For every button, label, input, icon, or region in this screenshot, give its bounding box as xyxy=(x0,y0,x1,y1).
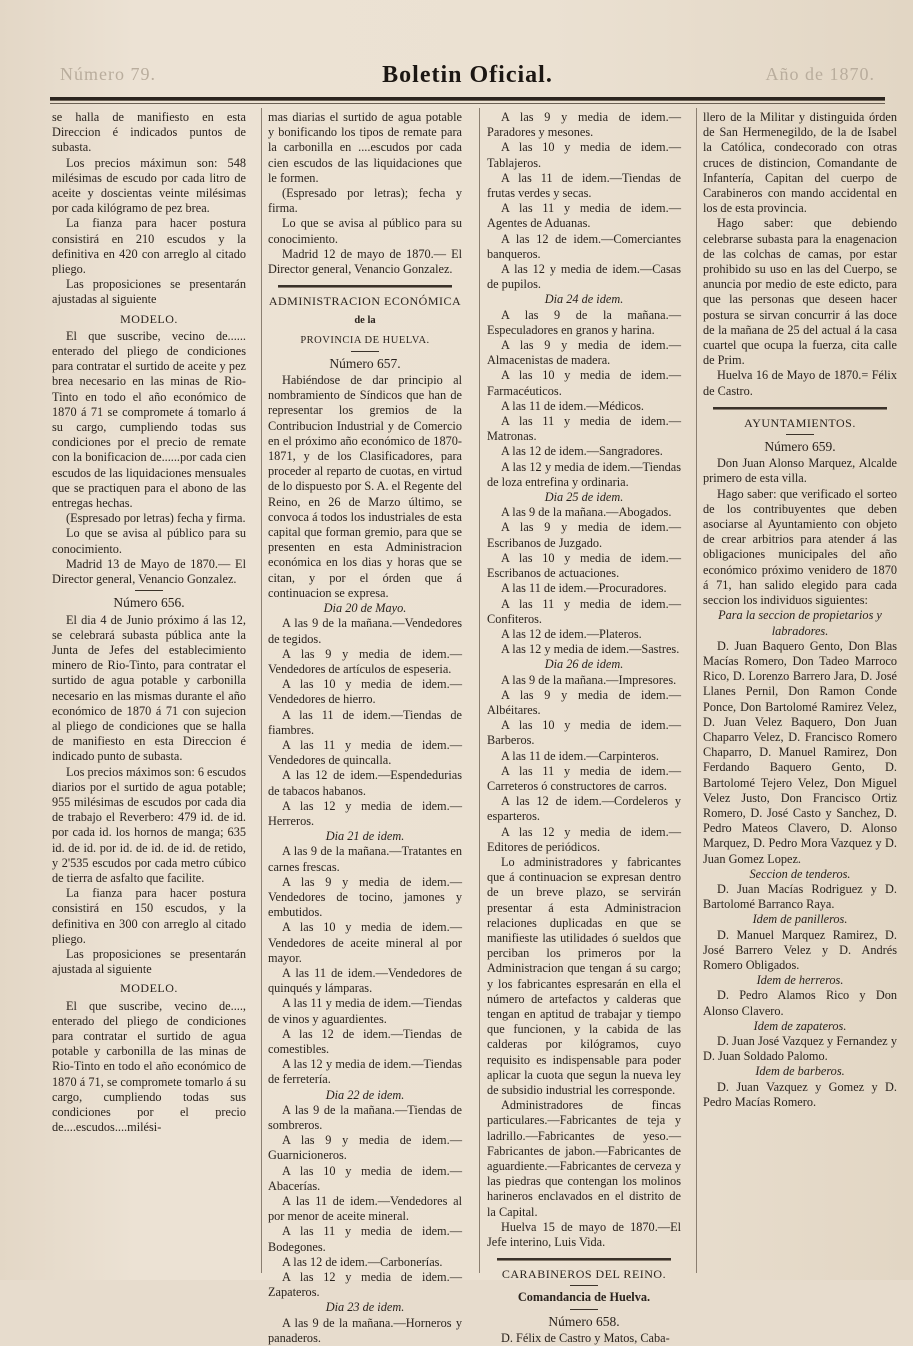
schedule-item: A las 10 y media de idem.—Barberos. xyxy=(487,718,681,748)
paragraph: Hago saber: que verificado el sorteo de los contribuyentes que deben asociarse al Ayuntamiento con objeto de crear arbitrios para atender á las obligaciones municipales del año económico próximo venidero de 1870 á 71, han salido elegido para cada seccion los individuos siguientes: xyxy=(703,486,897,608)
subsection-heading: Seccion de tenderos. xyxy=(749,866,851,881)
paragraph: Habiéndose de dar principio al nombramiento de Síndicos que han de representar los gremios de la Contribucion Industrial y de Comercio en el próximo año económico de 1870-1871, y de los Clasificadores, para proceder al reparto de cuotas, en virtud de lo dispuesto por S. A. el Regente del Reino, en 26 de Marzo último, se convoca á todos los industriales de esta capital que forman gremio, para que se presenten en esta Administracion económica en los dias y horas que se citan, y por el órden que á continuacion se expresa. xyxy=(268,373,462,600)
paragraph: Don Juan Alonso Marquez, Alcalde primero de esta villa. xyxy=(703,456,897,486)
date-heading: Dia 22 de idem. xyxy=(325,1087,405,1102)
schedule-item: A las 9 de la mañana.—Especuladores en granos y harina. xyxy=(487,307,681,337)
column-divider xyxy=(479,108,480,1273)
paragraph: Las proposiciones se presentarán ajustada al siguiente xyxy=(52,946,246,977)
schedule-item: A las 9 y media de idem.—Vendedores de tocino, jamones y embutidos. xyxy=(268,874,462,920)
schedule-item: A las 9 de la mañana.—Vendedores de tegidos. xyxy=(268,616,462,646)
notice-number: Número 658. xyxy=(548,1313,620,1329)
schedule-item: A las 12 de idem.—Cordeleros y esparteros. xyxy=(487,794,681,824)
schedule-item: A las 9 y media de idem.—Escribanos de Juzgado. xyxy=(487,520,681,550)
date-heading: Dia 24 de idem. xyxy=(544,292,624,307)
paragraph: El dia 4 de Junio próximo á las 12, se celebrará subasta pública ante la Junta de Jefes del establecimiento minero de Rio-Tinto, para contratar el surtido de agua potable y carbonilla necesario en las mismas durante el año económico de 1870 á 71 con sujecion al pliego de condiciones que se halla de manifiesto en esta Direccion é indicado punto de subasta. xyxy=(52,612,246,764)
paragraph: Hago saber: que debiendo celebrarse subasta para la enagenacion de las colchas de camas, por estar prohibido su uso en las del Cuerpo, se anuncia por medio de este edicto, para que las personas que deseen hacer postura se sirvan concurrir á las doce de la mañana de 25 del actual á la casa cuartel que ocupa la fuerza, cita calle de Prim. xyxy=(703,216,897,368)
schedule-item: A las 12 y media de idem.—Casas de pupilos. xyxy=(487,262,681,292)
paragraph: (Espresado por letras) fecha y firma. xyxy=(66,511,246,526)
paragraph: Los precios máximun son: 548 milésimas de escudo por cada litro de aceite y doscientas veinte milésimas por cada kilógramo de pez brea. xyxy=(52,155,246,216)
schedule-item: A las 11 y media de idem.—Confiteros. xyxy=(487,596,681,626)
schedule-item: A las 12 y media de idem.—Zapateros. xyxy=(268,1270,462,1300)
schedule-item: A las 11 de idem.—Tiendas de frutas verdes y secas. xyxy=(487,170,681,201)
page-header xyxy=(50,60,885,96)
paragraph: D. Juan Baquero Gento, Don Blas Macías Romero, Don Tadeo Marroco Rico, D. Lorenzo Barrero Jara, D. José Llanes Pernil, Don Ramon Conde Ponce, Don Bartolomé Ramirez Velez, D. Juan Velez Baquero, Don Juan Chaparro Velez, D. Francisco Romero Chaparro, D. Manuel Ramirez, Don Ferdando Baquero Gento, D. Bartolomé Tejero Velez, Don Miguel Velez Justo, Don Francisco Ortiz Romero, D. José Casto y Sanchez, D. Pedro Mateos Clavero, D. Alonso Marquez, D. Pedro Mora Vazquez y D. Juan Gomez Lopez. xyxy=(703,638,897,866)
paragraph: La fianza para hacer postura consistirá en 150 escudos, y la definitiva en 300 con arreglo al citado pliego. xyxy=(52,886,246,946)
subsection-heading: Idem de zapateros. xyxy=(753,1018,847,1033)
column-divider xyxy=(261,108,262,1273)
paragraph: D. Manuel Marquez Ramirez, D. José Barrero Velez y D. Andrés Romero Obligados. xyxy=(703,927,897,972)
schedule-item: A las 9 de la mañana.—Abogados. xyxy=(501,505,672,520)
subsection-heading: Para la seccion de propietarios y labradores. xyxy=(718,608,882,638)
header-rule xyxy=(50,97,885,101)
schedule-item: A las 10 y media de idem.—Abacerías. xyxy=(268,1163,462,1193)
paragraph: llero de la Militar y distinguida órden de San Hermenegildo, de la de Isabel la Católica, condecorado con otras cruces de distincion, Comandante de Infantería, Capitan del cuerpo de Carabineros con mando accidental en los de esta provincia. xyxy=(703,110,897,216)
column-1 xyxy=(52,110,246,1135)
schedule-item: A las 11 de idem.—Tiendas de fiambres. xyxy=(268,707,462,737)
schedule-item: A las 12 y media de idem.—Tiendas de ferretería. xyxy=(268,1057,462,1087)
schedule-item: A las 10 y media de idem.—Farmacéuticos. xyxy=(487,368,681,398)
model-heading: MODELO. xyxy=(120,981,178,996)
paragraph: Lo administradores y fabricantes que á continuacion se expresan dentro de un breve plazo, se servirán presentar á esta Administracion relaciones duplicadas en que se manifieste las utilidades ó sueldos que perciban los primeros por la Administracion que tengan á su cargo; y los fabricantes espresarán en ella el número de artefactos y calderas que tengan en aptitud de trabajar y tiempo que funcionen, y la cabida de las calderas por kilógramos, cuyo requisito es indispensable para poder aplicar la cuota que segun la nueva ley de subsidio industrial les corresponde. xyxy=(487,854,681,1097)
schedule-item: A las 11 y media de idem.—Agentes de Aduanas. xyxy=(487,201,681,231)
paragraph: D. Félix de Castro y Matos, Caba- xyxy=(501,1330,670,1345)
paragraph: El que suscribe, vecino de...... enterado del pliego de condiciones para contratar el surtido de aceite y pez brea necesario en las minas de Rio-Tinto en todo el año económico de 1870 á 71 se compromete á tomarlo á su cargo, cumpliendo todas sus condiciones por el precio de remate con la bonificacion de......por cada cien escudos de las liquidaciones mensuales que se practiquen para el abono de las entregas hechas. xyxy=(52,328,246,511)
schedule-item: A las 9 de la mañana.—Impresores. xyxy=(501,672,677,687)
schedule-item: A las 12 y media de idem.—Sastres. xyxy=(501,642,680,657)
section-subheading: Comandancia de Huelva. xyxy=(517,1290,651,1305)
schedule-item: A las 9 de la mañana.—Horneros y panaderos. xyxy=(268,1315,462,1345)
schedule-item: A las 11 de idem.—Vendedores al por menor de aceite mineral. xyxy=(268,1194,462,1224)
paragraph: mas diarias el surtido de agua potable y bonificando los tipos de remate para la carbonilla en ....escudos por cada cien escudos de las liquidaciones que le formen. xyxy=(268,110,462,185)
masthead-title: Boletin Oficial. xyxy=(382,62,553,88)
paragraph: D. Pedro Alamos Rico y Don Alonso Clavero. xyxy=(703,988,897,1018)
column-3 xyxy=(487,110,681,1346)
column-2 xyxy=(268,110,462,1346)
date-heading: Dia 21 de idem. xyxy=(325,829,405,844)
schedule-item: A las 11 de idem.—Médicos. xyxy=(501,398,644,413)
model-heading: MODELO. xyxy=(120,311,178,326)
date-heading: Dia 26 de idem. xyxy=(544,657,624,672)
schedule-item: A las 9 y media de idem.—Paradores y mesones. xyxy=(487,110,681,140)
schedule-item: A las 10 y media de idem.—Vendedores de aceite mineral al por mayor. xyxy=(268,920,462,965)
paragraph: Lo que se avisa al público para su conocimiento. xyxy=(268,216,462,246)
schedule-item: A las 12 y media de idem.—Editores de periódicos. xyxy=(487,824,681,854)
schedule-item: A las 9 de la mañana.—Tiendas de sombreros. xyxy=(268,1102,462,1132)
date-heading: Dia 20 de Mayo. xyxy=(323,601,407,616)
schedule-item: A las 12 y media de idem.—Herreros. xyxy=(268,798,462,828)
date-heading: Dia 23 de idem. xyxy=(325,1300,405,1315)
schedule-item: A las 12 de idem.—Sangradores. xyxy=(501,444,663,459)
paragraph: (Espresado por letras); fecha y firma. xyxy=(268,186,462,216)
paragraph: D. Juan Macías Rodriguez y D. Bartolomé Barranco Raya. xyxy=(703,881,897,912)
section-heading: AYUNTAMIENTOS. xyxy=(744,415,856,430)
schedule-item: A las 10 y media de idem.—Vendedores de hierro. xyxy=(268,677,462,707)
schedule-item: A las 10 y media de idem.—Tablajeros. xyxy=(487,140,681,170)
schedule-item: A las 9 y media de idem.—Almacenistas de madera. xyxy=(487,338,681,368)
signature: Huelva 15 de mayo de 1870.—El Jefe interino, Luis Vida. xyxy=(487,1219,681,1250)
paragraph: se halla de manifiesto en esta Direccion é indicados puntos de subasta. xyxy=(52,110,246,155)
schedule-item: A las 12 de idem.—Carbonerías. xyxy=(282,1254,443,1269)
notice-number: Número 659. xyxy=(764,439,836,455)
date-heading: Dia 25 de idem. xyxy=(544,490,624,505)
schedule-item: A las 11 y media de idem.—Bodegones. xyxy=(268,1224,462,1254)
schedule-item: A las 11 y media de idem.—Tiendas de vinos y aguardientes. xyxy=(268,996,462,1026)
paragraph: Las proposiciones se presentarán ajustadas al siguiente xyxy=(52,277,246,307)
paragraph: Lo que se avisa al público para su conocimiento. xyxy=(52,526,246,556)
section-heading: ADMINISTRACION ECONÓMICA xyxy=(268,294,462,309)
schedule-item: A las 9 y media de idem.—Vendedores de artículos de espeseria. xyxy=(268,646,462,676)
issue-number: Número 79. xyxy=(60,64,156,84)
subsection-heading: Idem de barberos. xyxy=(755,1064,845,1079)
header-rule-thin xyxy=(50,103,885,104)
issue-year: Año de 1870. xyxy=(765,64,875,84)
subsection-heading: Idem de panilleros. xyxy=(752,912,848,927)
notice-number: Número 657. xyxy=(329,355,401,371)
schedule-item: A las 10 y media de idem.—Escribanos de actuaciones. xyxy=(487,550,681,581)
paragraph: La fianza para hacer postura consistirá en 210 escudos y la definitiva en 420 con arreglo al citado pliego. xyxy=(52,216,246,277)
paragraph: Los precios máximos son: 6 escudos diarios por el surtido de agua potable; 955 milésimas de escudos por cada dia de trabajo el Reverbero: 479 id. de id. por cada id. los hornos de manga; 635 id. de id. por id. de id. de id. de retido, y 2'535 escudos por cada metro cúbico de tierra de asfalto que facilite. xyxy=(52,764,246,885)
section-heading-sub: de la xyxy=(354,315,376,327)
schedule-item: A las 9 de la mañana.—Tratantes en carnes frescas. xyxy=(268,844,462,874)
schedule-item: A las 9 y media de idem.—Albéitares. xyxy=(487,687,681,717)
schedule-item: A las 12 de idem.—Espendedurias de tabacos habanos. xyxy=(268,768,462,798)
signature: Madrid 13 de Mayo de 1870.— El Director general, Venancio Gonzalez. xyxy=(52,556,246,587)
column-4 xyxy=(703,110,897,1110)
notice-number: Número 656. xyxy=(113,595,185,611)
schedule-item: A las 11 de idem.—Procuradores. xyxy=(501,581,667,596)
paragraph: D. Juan Vazquez y Gomez y D. Pedro Macías Romero. xyxy=(703,1079,897,1109)
subsection-heading: Idem de herreros. xyxy=(756,973,844,988)
schedule-item: A las 11 y media de idem.—Matronas. xyxy=(487,414,681,444)
signature: Huelva 16 de Mayo de 1870.= Félix de Castro. xyxy=(703,368,897,398)
schedule-item: A las 11 y media de idem.—Vendedores de quincalla. xyxy=(268,737,462,768)
schedule-item: A las 11 de idem.—Carpinteros. xyxy=(501,748,660,763)
section-heading-province: PROVINCIA DE HUELVA. xyxy=(300,334,430,346)
schedule-item: A las 12 de idem.—Plateros. xyxy=(501,626,642,641)
signature: Madrid 12 de mayo de 1870.— El Director general, Venancio Gonzalez. xyxy=(268,246,462,277)
paragraph: Administradores de fincas particulares.—Fabricantes de teja y ladrillo.—Fabricantes de yeso.—Fabricantes de jabon.—Fabricantes de aguardiente.—Fabricantes de cerveza y las piedras que contengan los molinos harineros enclavados en el distrito de la Capital. xyxy=(487,1098,681,1219)
schedule-item: A las 12 de idem.—Tiendas de comestibles. xyxy=(268,1026,462,1056)
schedule-item: A las 11 de idem.—Vendedores de quinqués y lámparas. xyxy=(268,965,462,996)
schedule-item: A las 12 y media de idem.—Tiendas de loza entrefina y ordinaria. xyxy=(487,459,681,489)
schedule-item: A las 12 de idem.—Comerciantes banqueros. xyxy=(487,231,681,261)
schedule-item: A las 9 y media de idem.—Guarnicioneros. xyxy=(268,1133,462,1163)
column-divider xyxy=(696,108,697,1273)
section-heading: CARABINEROS DEL REINO. xyxy=(501,1267,667,1282)
paragraph: El que suscribe, vecino de...., enterado del pliego de condiciones para contratar el surtido de agua potable y carbonilla de las minas de Rio-Tinto en todo el año económico de 1870 á 71, se compromete tomarlo á su cargo, cumpliendo todas sus condiciones por el precio de....escudos....milési- xyxy=(52,998,246,1135)
paragraph: D. Juan José Vazquez y Fernandez y D. Juan Soldado Palomo. xyxy=(703,1033,897,1064)
schedule-item: A las 11 y media de idem.—Carreteros ó constructores de carros. xyxy=(487,763,681,793)
